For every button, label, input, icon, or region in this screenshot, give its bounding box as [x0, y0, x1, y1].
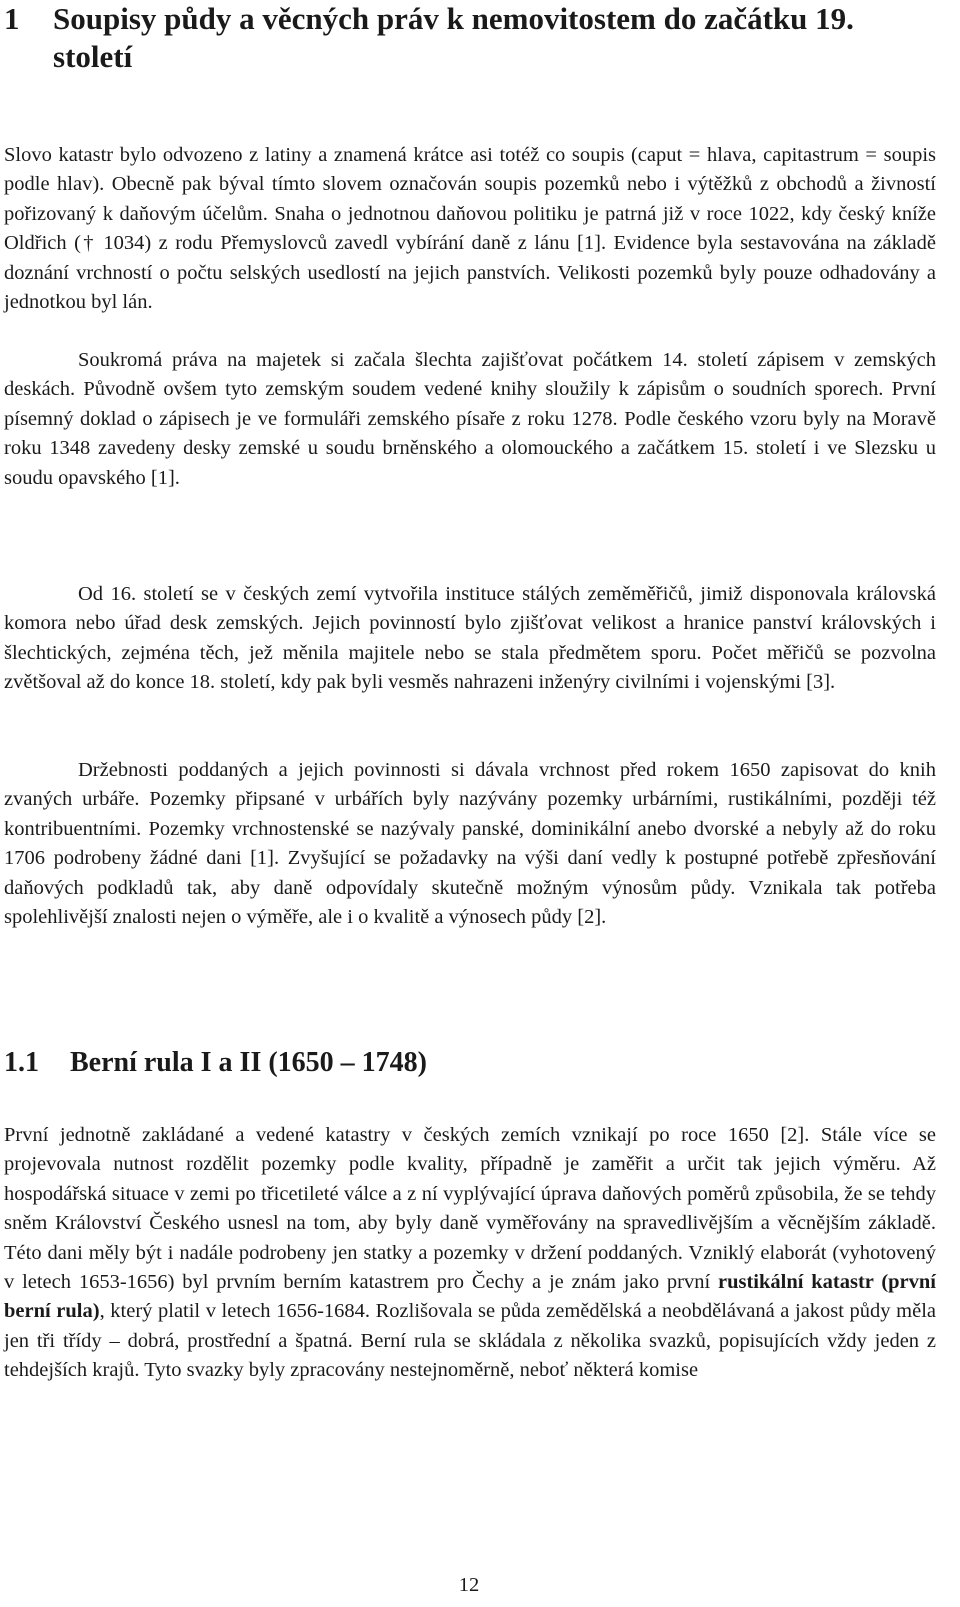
- chapter-title: Soupisy půdy a věcných práv k nemovitostem do začátku 19. století: [53, 1, 854, 74]
- paragraph: [4, 756, 936, 932]
- chapter-number: 1: [4, 1, 20, 36]
- section-number: 1.1: [4, 1047, 39, 1078]
- paragraph-text: Slovo katastr bylo odvozeno z latiny a znamená krátce asi totéž co soupis (caput = hlava, capitastrum = soupis podle hlav). Obecně pak býval tímto slovem označován soupis pozemků nebo i výtěžků z obchodů a živností pořizovaný k daňovým účelům. Snaha o jednotnou daňovou politiku je patrná již v roce 1022, kdy český kníže Oldřich († 1034) z rodu Přemyslovců zavedl vybírání daně z lánu [1]. Evidence byla sestavována na základě doznání vrchností o počtu selských usedlostí na jejich panstvích. Velikosti pozemků byly pouze odhadovány a jednotkou byl lán.: [4, 144, 936, 314]
- section-paragraph-bold: rustikální katastr (první berní rula): [4, 1271, 936, 1323]
- page-number: 12: [458, 1574, 480, 1596]
- paragraph-text: Soukromá práva na majetek si začala šlechta zajišťovat počátkem 14. století zápisem v zemských deskách. Původně ovšem tyto zemským soudem vedené knihy sloužily k zápisům o soudních sporech. První písemný doklad o zápisech je ve formuláři zemského písaře z roku 1278. Podle českého vzoru byly na Moravě roku 1348 zavedeny desky zemské u soudu brněnského a olomouckého a začátkem 15. století i ve Slezsku u soudu opavského [1].: [4, 349, 936, 489]
- paragraph: [4, 141, 936, 317]
- paragraph: [4, 580, 936, 698]
- section-paragraph-text-end: , který platil v letech 1656-1684. Rozlišovala se půda zemědělská a neobdělávaná a jakost půdy měla jen tři třídy – dobrá, prostřední a špatná. Berní rula se skládala z několika svazků, popisujících vždy jeden z tehdejších krajů. Tyto svazky byly zpracovány nestejnoměrně, neboť některá komise: [4, 1300, 936, 1382]
- paragraph-text: Držebnosti poddaných a jejich povinnosti si dávala vrchnost před rokem 1650 zapisovat do knih zvaných urbáře. Pozemky připsané v urbářích byly nazývány pozemky urbárními, rustikálními, později též kontribuentními. Pozemky vrchnostenské se nazývaly panské, dominikální anebo dvorské a nebyly až do roku 1706 podrobeny žádné dani [1]. Zvyšující se požadavky na výši daní vedly k postupné potřebě zpřesňování daňových podkladů tak, aby daně odpovídaly skutečně možným výnosům půdy. Vznikala tak potřeba spolehlivější znalosti nejen o výměře, ale i o kvalitě a výnosech půdy [2].: [4, 759, 936, 929]
- section-paragraph-text-start: První jednotně zakládané a vedené katastry v českých zemích vznikají po roce 1650 [2]. Stále více se projevovala nutnost rozdělit pozemky podle kvality, případně je zaměřit a určit tak jejich výměru. Až hospodářská situace v zemi po třicetileté válce a z ní vyplývající úprava daňových poměrů způsobila, že se tehdy sněm Království Českého usnesl na tom, aby byly daně vyměřovány na spravedlivějším a věcnějším základě. Této dani měly být i nadále podrobeny jen statky a pozemky v držení poddaných. Vzniklý elaborát (vyhotovený v letech 1653-1656) byl prvním berním katastrem pro Čechy a je znám jako první: [4, 1124, 936, 1294]
- section-heading: [4, 1045, 427, 1081]
- section-title: Berní rula I a II (1650 – 1748): [70, 1047, 427, 1078]
- chapter-heading: [4, 0, 936, 76]
- paragraph-text: Od 16. století se v českých zemí vytvořila instituce stálých zeměměřičů, jimiž disponovala královská komora nebo úřad desk zemských. Jejich povinností bylo zjišťovat velikost a hranice panství královských i šlechtických, zejména těch, jež měnila majitele nebo se stala předmětem sporu. Počet měřičů se pozvolna zvětšoval až do konce 18. století, kdy pak byli vesměs nahrazeni inženýry civilními i vojenskými [3].: [4, 583, 936, 694]
- section-paragraph: [4, 1121, 936, 1386]
- paragraph: [4, 346, 936, 493]
